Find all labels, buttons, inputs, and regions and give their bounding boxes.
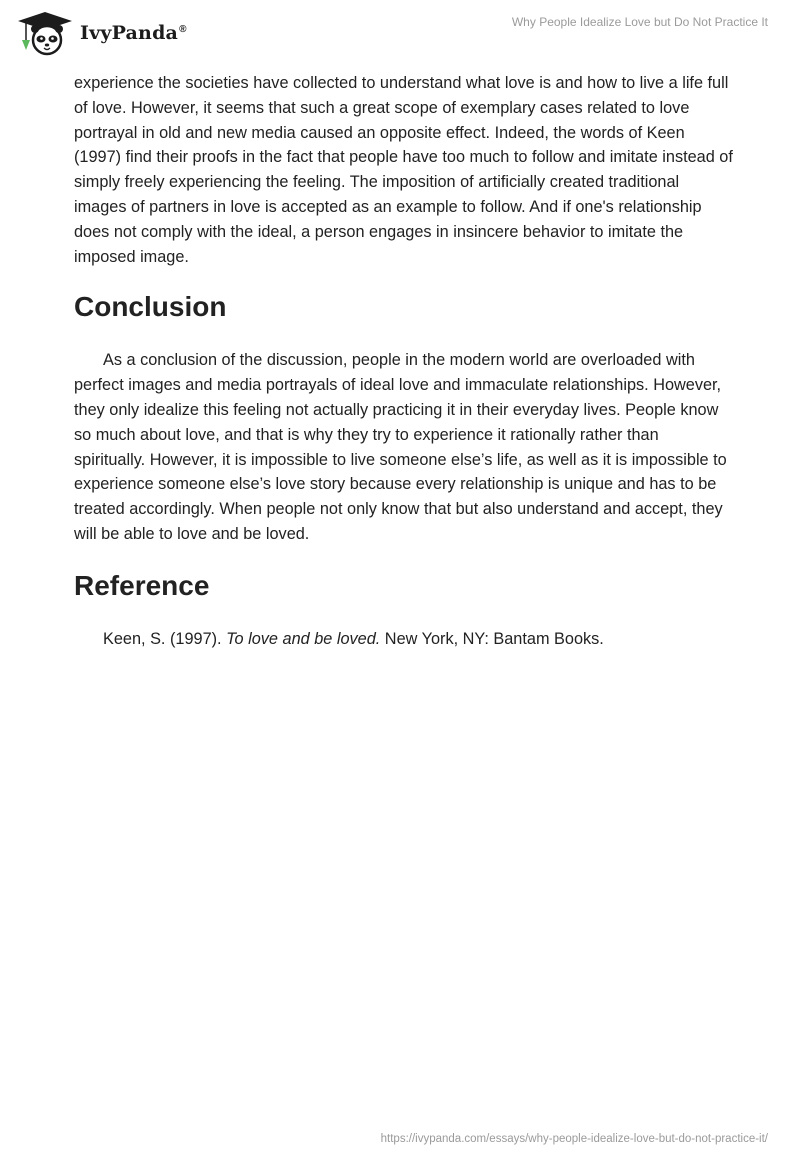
body-paragraph: experience the societies have collected to understand what love is and how to live a life full of love. However, it seems that such a great scope of exemplary cases related to love portrayal in old and new media caused an opposite effect. Indeed, the words of Keen (1997) find their proofs in the fact that people have too much to follow and imitate instead of simply freely experiencing the feeling. The imposition of artificially created traditional images of partners in love is accepted as an example to follow. And if one's relationship does not comply with the ideal, a person engages in insincere behavior to imitate the imposed image. [74,74,733,266]
reference-publisher: New York, NY: Bantam Books. [380,629,604,648]
conclusion-paragraph: As a conclusion of the discussion, people in the modern world are overloaded with perfect images and media portrayals of ideal love and immaculate relationships. However, they only idealize this feeling not actually practicing it in their everyday lives. People know so much about love, and that is why they try to experience it rationally rather than spiritually. However, it is impossible to live someone else’s life, as well as it is impossible to experience someone else’s love story because every relationship is unique and has to be treated accordingly. When people not only know that but also understand and accept, they will be able to love and be loved. [74,351,727,543]
conclusion-heading: Conclusion [74,291,227,323]
page-header [0,0,800,70]
logo-wordmark [80,22,187,44]
running-title: Why People Idealize Love but Do Not Practice It [511,15,768,29]
source-url-link[interactable]: https://ivypanda.com/essays/why-people-idealize-love-but-do-not-practice-it/ [380,1133,768,1145]
logo-name: IvyPanda [80,22,179,44]
reference-author-year: Keen, S. (1997). [103,629,227,648]
reference-heading: Reference [74,569,210,601]
ivypanda-logo[interactable] [16,8,187,58]
registered-mark: ® [179,23,187,35]
panda-logo-icon [16,10,74,56]
essay-content [74,70,734,652]
reference-title: To love and be loved. [226,629,381,648]
reference-entry [74,627,734,652]
